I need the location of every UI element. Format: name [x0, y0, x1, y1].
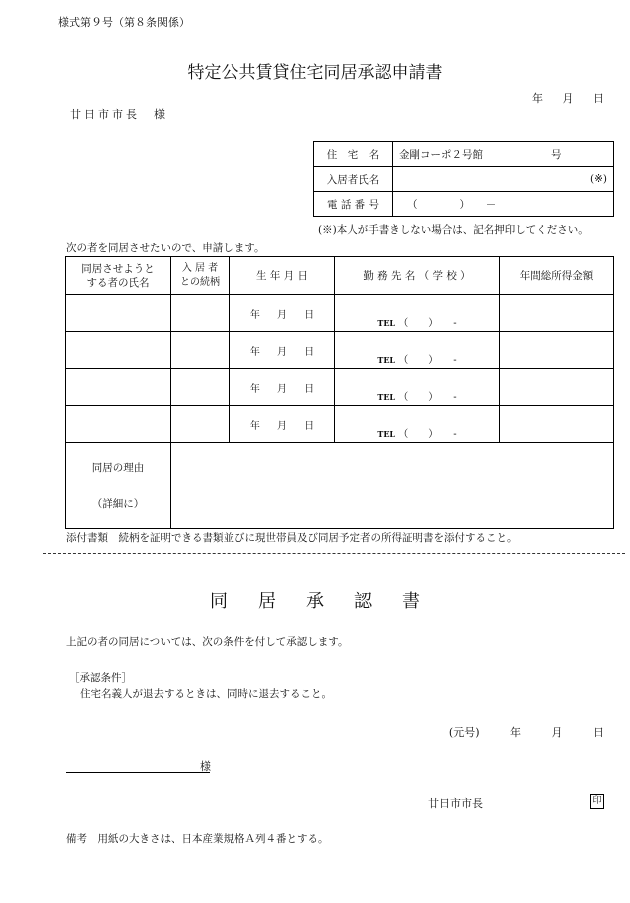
name-cell[interactable]: [66, 406, 171, 443]
table-row: [66, 295, 614, 332]
intro-text: 次の者を同居させたいので、申請します。: [66, 242, 265, 254]
housing-name-field[interactable]: [393, 142, 614, 167]
phone-placeholder: （ ） －: [407, 198, 497, 211]
birthdate-cell[interactable]: 年 月 日: [230, 295, 335, 332]
room-number-suffix: 号: [551, 148, 562, 161]
name-cell[interactable]: [66, 295, 171, 332]
birthdate-cell[interactable]: 年 月 日: [230, 332, 335, 369]
relationship-cell[interactable]: [171, 295, 230, 332]
resident-name-field[interactable]: [393, 167, 614, 192]
recipient-name-line[interactable]: [66, 772, 210, 773]
housing-name-value: 金剛コーポ２号館: [399, 148, 483, 161]
mayor-signature: 廿日市市長: [428, 797, 483, 810]
attachments-note: 添付書類 続柄を証明できる書類並びに現世帯員及び同居予定者の所得証明書を添付すること。: [66, 532, 518, 544]
workplace-cell[interactable]: TEL （ ） -: [335, 332, 500, 369]
cut-line: [43, 553, 625, 554]
relationship-cell[interactable]: [171, 369, 230, 406]
resident-name-label: 入居者氏名: [314, 167, 393, 192]
reason-row: [66, 443, 614, 529]
phone-field[interactable]: [393, 192, 614, 217]
phone-label: 電 話 番 号: [314, 192, 393, 217]
name-cell[interactable]: [66, 332, 171, 369]
signature-note: (※)本人が手書きしない場合は、記名押印してください。: [318, 224, 589, 236]
workplace-cell[interactable]: TEL （ ） -: [335, 295, 500, 332]
table-row: [66, 332, 614, 369]
approval-body: 上記の者の同居については、次の条件を付して承認します。: [66, 636, 349, 648]
income-cell[interactable]: [500, 369, 614, 406]
relationship-cell[interactable]: [171, 332, 230, 369]
resident-name-row: [314, 167, 614, 192]
reason-label: 同居の理由 （詳細に）: [66, 443, 171, 529]
recipient-honorific: 様: [200, 760, 211, 773]
col-header-relationship: 入 居 者 との続柄: [171, 257, 230, 295]
applicant-info-table: [313, 141, 614, 217]
form-number: 様式第９号（第８条関係）: [58, 16, 190, 29]
application-date: 年 月 日: [532, 92, 604, 105]
workplace-cell[interactable]: TEL （ ） -: [335, 369, 500, 406]
income-cell[interactable]: [500, 406, 614, 443]
condition-heading: ［承認条件］: [69, 672, 132, 684]
col-header-name: 同居させようと する者の氏名: [66, 257, 171, 295]
seal-box: 印: [590, 794, 604, 809]
cohabitant-table: [65, 256, 614, 529]
addressee: 廿日市市長 様: [70, 108, 168, 121]
approval-date: (元号) 年 月 日: [448, 726, 604, 739]
name-cell[interactable]: [66, 369, 171, 406]
table-row: [66, 369, 614, 406]
condition-text: 住宅名義人が退去するときは、同時に退去すること。: [80, 688, 332, 700]
col-header-workplace: 勤 務 先 名 （ 学 校 ）: [335, 257, 500, 295]
col-header-birthdate: 生 年 月 日: [230, 257, 335, 295]
signature-mark: (※): [590, 173, 607, 185]
remarks: 備考 用紙の大きさは、日本産業規格Ａ列４番とする。: [66, 833, 329, 845]
reason-field[interactable]: [171, 443, 614, 529]
income-cell[interactable]: [500, 295, 614, 332]
table-row: [66, 406, 614, 443]
page-title: 特定公共賃貸住宅同居承認申請書: [187, 63, 443, 83]
birthdate-cell[interactable]: 年 月 日: [230, 406, 335, 443]
housing-name-label: 住 宅 名: [314, 142, 393, 167]
housing-name-row: [314, 142, 614, 167]
birthdate-cell[interactable]: 年 月 日: [230, 369, 335, 406]
income-cell[interactable]: [500, 332, 614, 369]
table-header-row: [66, 257, 614, 295]
approval-title: 同居承認書: [210, 591, 450, 612]
workplace-cell[interactable]: TEL （ ） -: [335, 406, 500, 443]
phone-row: [314, 192, 614, 217]
relationship-cell[interactable]: [171, 406, 230, 443]
col-header-income: 年間総所得金額: [500, 257, 614, 295]
